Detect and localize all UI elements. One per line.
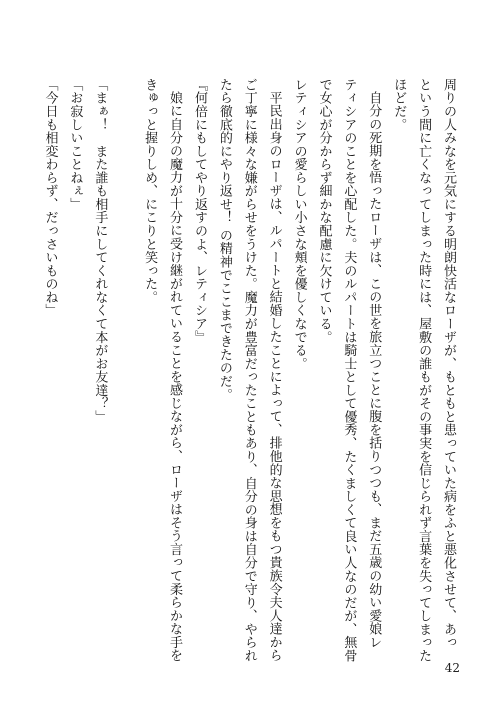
- text-line: ティシアのことを心配した。夫のルパートは騎士として優秀、たくましくて良い人なのだが、無骨: [341, 78, 357, 663]
- dialogue-line: 「まぁ！ また誰も相手にしてくれなくて本がお友達？」: [92, 78, 108, 424]
- text-line: 周りの人みなを元気にする明朗快活なローザが、もともと患っていた病をふと悪化させて、あっ: [441, 78, 456, 650]
- blank-line: [111, 78, 136, 638]
- text-line: 平民出身のローザは、ルパートと結婚したことによって、排他的な思想をもつ貴族令夫人達から: [266, 91, 282, 663]
- text-line: ほどだ。: [391, 78, 407, 132]
- text-line: 『何倍にもしてやり返すのよ、レティシア』: [191, 78, 207, 344]
- page-number: 42: [444, 661, 460, 675]
- text-line: 娘に自分の魔力が十分に受け継がれていることを感じながら、ローザはそう言って柔らかな手を: [167, 91, 183, 663]
- text-line: きゅっと握りしめ、にこりと笑った。: [142, 78, 158, 304]
- text-line: レティシアの愛らしい小さな頬を優しくなでる。: [291, 78, 307, 371]
- body-text: [37, 78, 460, 663]
- text-line: ご丁寧に様々な嫌がらせをうけた。魔力が豊富だったこともあり、自分の身は自分で守り、やられ: [241, 78, 257, 663]
- text-line: 自分の死期を悟ったローザは、この世を旅立つことに腹を括りつつも、まだ五歳の幼い愛娘レ: [366, 91, 382, 649]
- text-line: たら徹底的にやり返せ！ の精神でここまできたのだ。: [216, 78, 232, 402]
- dialogue-line: 「今日も相変わらず、だっさいものね」: [42, 78, 58, 318]
- text-line: という間に亡くなってしまった時には、屋敷の誰もがその事実を信じられず言葉を失ってしまった: [416, 78, 432, 663]
- text-line: で女心が分からず細かな配慮に欠けている。: [316, 78, 332, 344]
- dialogue-line: 「お寂しいことねぇ」: [67, 78, 83, 211]
